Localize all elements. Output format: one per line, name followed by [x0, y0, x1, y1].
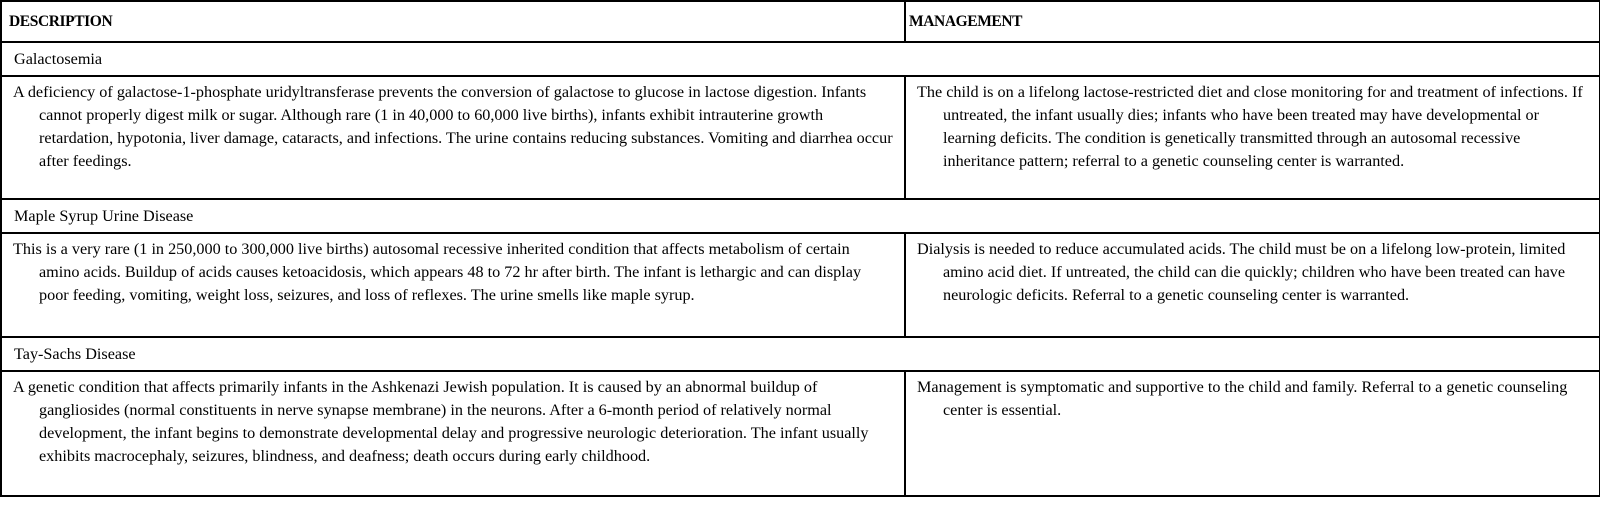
description-cell: [1, 76, 905, 199]
table-row: [1, 76, 1600, 199]
table-row: [1, 371, 1600, 496]
description-text: This is a very rare (1 in 250,000 to 300,000 live births) autosomal recessive inherited condition that affects metabolism of certain amino acids. Buildup of acids causes ketoacidosis, which appears 48 to 72 hr after birth. The infant is lethargic and can display poor feeding, vomiting, weight loss, seizures, and loss of reflexes. The urine smells like maple syrup.: [13, 240, 862, 304]
management-text: Dialysis is needed to reduce accumulated acids. The child must be on a lifelong low-protein, limited amino acid diet. If untreated, the child can die quickly; children who have been treated can have neurologic deficits. Referral to a genetic counseling center is warranted.: [917, 240, 1566, 304]
header-row: [1, 1, 1600, 42]
management-cell: [905, 371, 1600, 496]
section-title-row: [1, 337, 1600, 371]
description-text: A genetic condition that affects primarily infants in the Ashkenazi Jewish population. It is caused by an abnormal buildup of gangliosides (normal constituents in nerve synapse membrane) in the neurons. After a 6-month period of relatively normal development, the infant begins to demonstrate developmental delay and progressive neurologic deterioration. The infant usually exhibits macrocephaly, seizures, blindness, and deafness; death occurs during early childhood.: [13, 378, 869, 465]
section-title-row: [1, 42, 1600, 76]
description-header: DESCRIPTION: [1, 1, 905, 42]
description-text: A deficiency of galactose-1-phosphate uridyltransferase prevents the conversion of galactose to glucose in lactose digestion. Infants cannot properly digest milk or sugar. Although rare (1 in 40,000 to 60,000 live births), infants exhibit intrauterine growth retardation, hypotonia, liver damage, cataracts, and infections. The urine contains reducing substances. Vomiting and diarrhea occur after feedings.: [13, 83, 893, 170]
management-text: Management is symptomatic and supportive to the child and family. Referral to a genetic counseling center is essential.: [917, 378, 1568, 419]
management-cell: [905, 233, 1600, 337]
description-cell: [1, 233, 905, 337]
section-title-galactosemia: Galactosemia: [1, 42, 1600, 76]
section-title-maple-syrup-urine-disease: Maple Syrup Urine Disease: [1, 199, 1600, 233]
management-header: MANAGEMENT: [905, 1, 1600, 42]
section-title-tay-sachs-disease: Tay-Sachs Disease: [1, 337, 1600, 371]
management-text: The child is on a lifelong lactose-restricted diet and close monitoring for and treatment of infections. If untreated, the infant usually dies; infants who have been treated may have developmental or learning deficits. The condition is genetically transmitted through an autosomal recessive inheritance pattern; referral to a genetic counseling center is warranted.: [917, 83, 1583, 170]
description-cell: [1, 371, 905, 496]
section-title-row: [1, 199, 1600, 233]
table-row: [1, 233, 1600, 337]
management-cell: [905, 76, 1600, 199]
